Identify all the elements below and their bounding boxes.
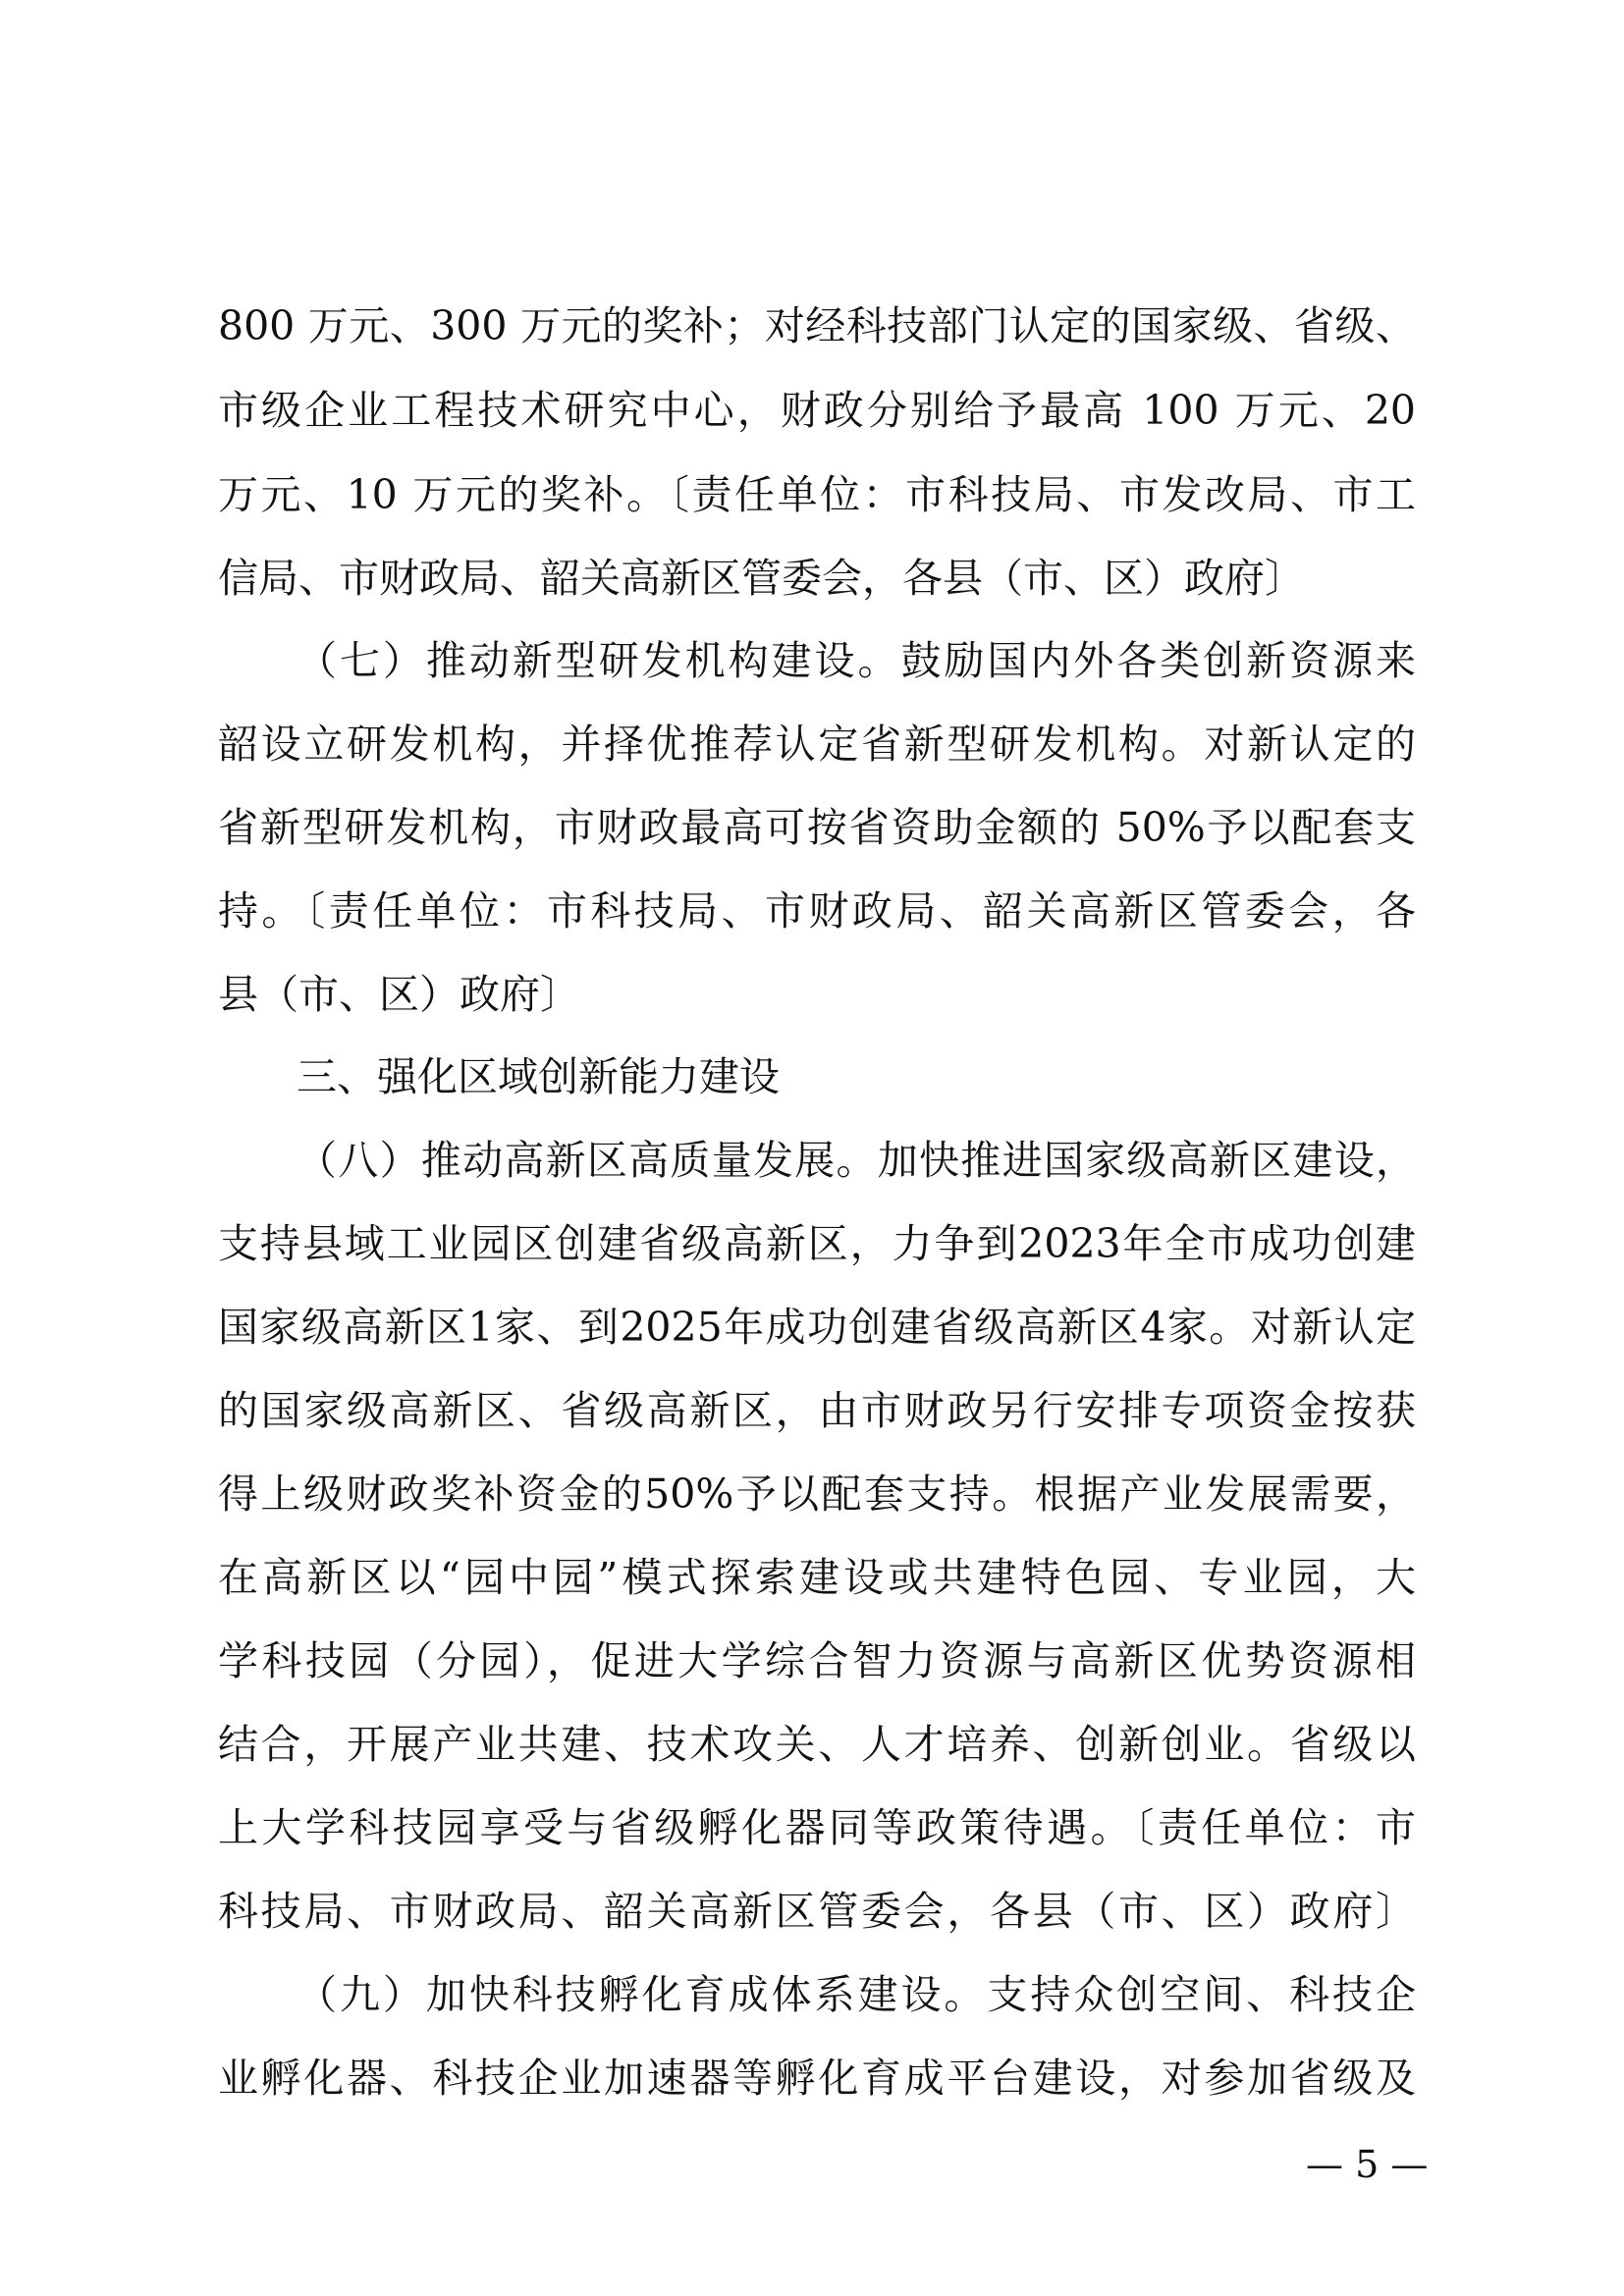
text-line-17: 学科技园（分园），促进大学综合智力资源与高新区优势资源相 xyxy=(218,1637,1416,1684)
text-line-19: 上大学科技园享受与省级孵化器同等政策待遇。〔责任单位：市 xyxy=(218,1804,1416,1851)
text-line-1: 800 万元、300 万元的奖补；对经科技部门认定的国家级、省级、 xyxy=(218,302,1416,349)
text-line-6: 韶设立研发机构，并择优推荐认定省新型研发机构。对新认定的 xyxy=(218,721,1416,768)
text-line-14: 的国家级高新区、省级高新区，由市财政另行安排专项资金按获 xyxy=(218,1387,1416,1434)
text-line-13: 国家级高新区1家、到2025年成功创建省级高新区4家。对新认定 xyxy=(218,1304,1416,1351)
text-line-2: 市级企业工程技术研究中心，财政分别给予最高 100 万元、20 xyxy=(218,387,1416,434)
text-line-4: 信局、市财政局、韶关高新区管委会，各县（市、区）政府〕 xyxy=(218,555,1305,602)
text-line-3: 万元、10 万元的奖补。〔责任单位：市科技局、市发改局、市工 xyxy=(218,471,1416,518)
text-line-20: 科技局、市财政局、韶关高新区管委会，各县（市、区）政府〕 xyxy=(218,1888,1416,1935)
page-number: — 5 — xyxy=(1306,2143,1429,2186)
text-line-7: 省新型研发机构，市财政最高可按省资助金额的 50%予以配套支 xyxy=(218,804,1416,851)
text-line-16: 在高新区以“园中园”模式探索建设或共建特色园、专业园，大 xyxy=(218,1554,1416,1601)
text-line-22: 业孵化器、科技企业加速器等孵化育成平台建设，对参加省级及 xyxy=(218,2055,1416,2102)
paragraph-9-heading-line: （九）加快科技孵化育成体系建设。支持众创空间、科技企 xyxy=(297,1971,1416,2018)
text-line-8: 持。〔责任单位：市科技局、市财政局、韶关高新区管委会，各 xyxy=(218,887,1416,934)
section-3-heading: 三、强化区域创新能力建设 xyxy=(297,1053,780,1100)
text-line-9: 县（市、区）政府〕 xyxy=(218,971,580,1018)
paragraph-7-heading-line: （七）推动新型研发机构建设。鼓励国内外各类创新资源来 xyxy=(297,637,1416,684)
text-line-12: 支持县域工业园区创建省级高新区，力争到2023年全市成功创建 xyxy=(218,1220,1416,1267)
paragraph-8-heading-line: （八）推动高新区高质量发展。加快推进国家级高新区建设， xyxy=(297,1137,1416,1184)
text-line-18: 结合，开展产业共建、技术攻关、人才培养、创新创业。省级以 xyxy=(218,1721,1416,1768)
text-line-15: 得上级财政奖补资金的50%予以配套支持。根据产业发展需要， xyxy=(218,1470,1416,1518)
